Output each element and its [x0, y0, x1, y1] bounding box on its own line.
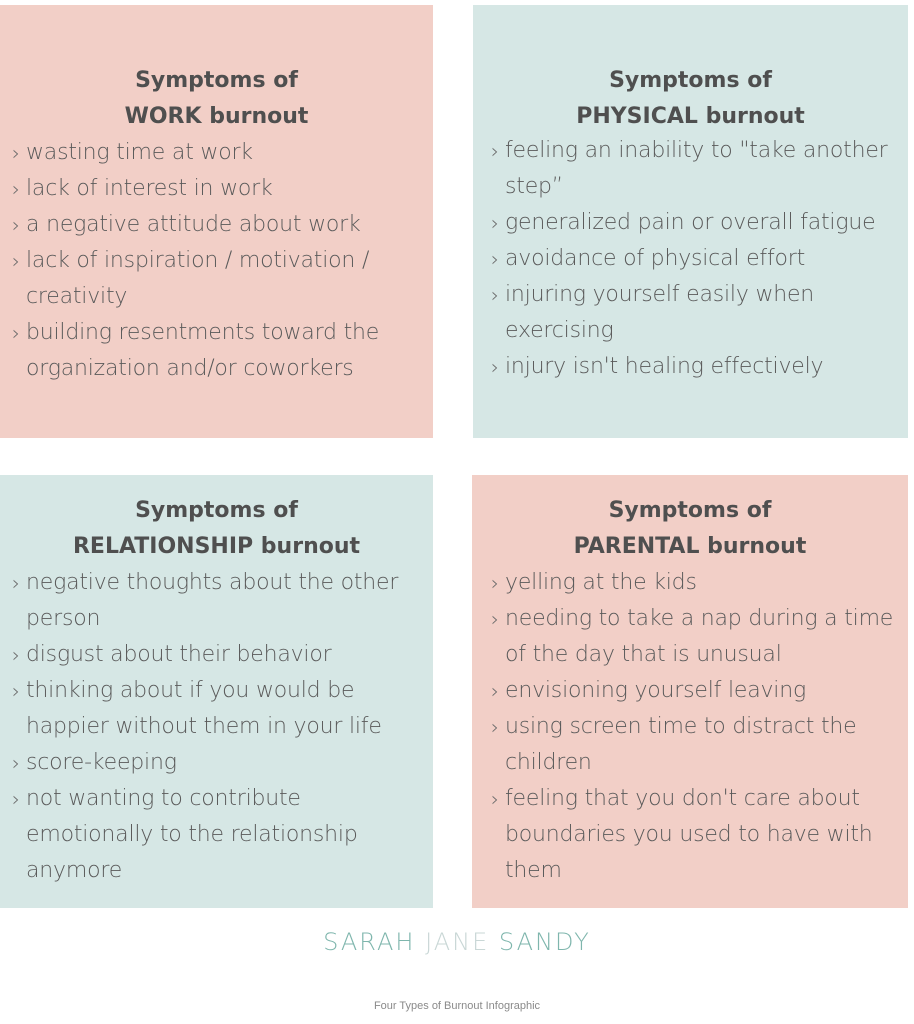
work-burnout-heading [0, 63, 433, 135]
physical-symptoms-list [491, 133, 907, 385]
heading-line-2: WORK burnout [124, 104, 309, 129]
brand-middle-name: JANE [425, 928, 490, 956]
list-item: › avoidance of physical effort [491, 241, 907, 277]
list-item: › a negative attitude about work [12, 207, 430, 243]
list-item: › feeling that you don't care about boundaries you used to have with them [491, 781, 906, 889]
list-item: › score-keeping [12, 745, 430, 781]
list-item: › generalized pain or overall fatigue [491, 205, 907, 241]
parental-symptoms-list [491, 565, 906, 889]
heading-line-2: RELATIONSHIP burnout [72, 534, 361, 559]
brand-first-name: SARAH [323, 928, 416, 956]
list-item: › thinking about if you would be happier without them in your life [12, 673, 430, 745]
physical-burnout-heading [473, 63, 908, 135]
list-item: › yelling at the kids [491, 565, 906, 601]
brand-last-name: SANDY [498, 928, 591, 956]
brand-logo [0, 928, 914, 956]
list-item: › injuring yourself easily when exercising [491, 277, 907, 349]
list-item: › building resentments toward the organization and/or coworkers [12, 315, 430, 387]
physical-burnout-panel [473, 5, 908, 438]
heading-line-1: Symptoms of [135, 498, 298, 523]
heading-line-2: PHYSICAL burnout [576, 104, 805, 129]
list-item: › lack of interest in work [12, 171, 430, 207]
parental-burnout-heading [472, 493, 908, 565]
list-item: › using screen time to distract the children [491, 709, 906, 781]
list-item: › disgust about their behavior [12, 637, 430, 673]
list-item: › envisioning yourself leaving [491, 673, 906, 709]
work-symptoms-list [12, 135, 430, 387]
list-item: › feeling an inability to "take another step” [491, 133, 907, 205]
list-item: › needing to take a nap during a time of the day that is unusual [491, 601, 906, 673]
heading-line-1: Symptoms of [608, 498, 772, 523]
list-item: › wasting time at work [12, 135, 430, 171]
list-item: › negative thoughts about the other person [12, 565, 430, 637]
list-item: › lack of inspiration / motivation / creativity [12, 243, 430, 315]
work-burnout-panel [0, 5, 433, 438]
parental-burnout-panel [472, 475, 908, 908]
heading-line-1: Symptoms of [609, 68, 772, 93]
relationship-symptoms-list [12, 565, 430, 889]
list-item: › injury isn't healing effectively [491, 349, 907, 385]
list-item: › not wanting to contribute emotionally to the relationship anymore [12, 781, 430, 889]
relationship-burnout-panel [0, 475, 433, 908]
relationship-burnout-heading [0, 493, 433, 565]
image-caption: Four Types of Burnout Infographic [373, 1000, 541, 1012]
heading-line-1: Symptoms of [135, 68, 298, 93]
heading-line-2: PARENTAL burnout [573, 534, 807, 559]
